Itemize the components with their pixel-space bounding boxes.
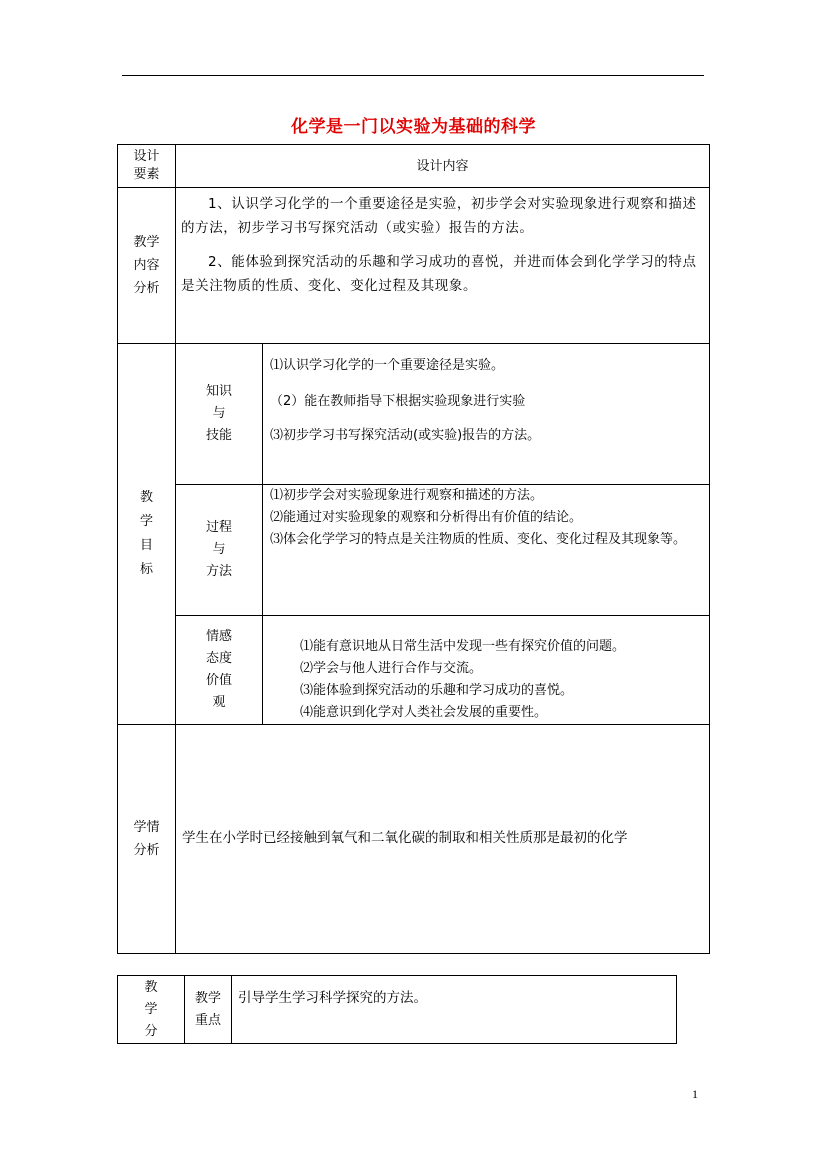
content-analysis-para-1: 1、认识学习化学的一个重要途径是实验，初步学会对实验现象进行观察和描述的方法，初步学习书写探究活动（或实验）报告的方法。 [181,196,697,236]
label-line: 态度 [205,651,232,666]
objectives-label [118,344,175,724]
header-design-content [176,145,709,187]
label-line: 教 [139,490,153,505]
label-line: 分析 [133,843,160,858]
emotion-item-3: ⑶能体验到探究活动的乐趣和学习成功的喜悦。 [300,683,574,698]
label-line: 价值 [205,673,232,688]
label-line: 分 [144,1023,158,1039]
content-analysis-label [118,188,175,343]
key-point-text: 引导学生学习科学探究的方法。 [238,990,427,1006]
content-analysis-para-2: 2、能体验到探究活动的乐趣和学习成功的喜悦，并进而体会到化学学习的特点是关注物质的性质、变化、变化过程及其现象。 [181,254,697,294]
label-line: 重点 [194,1012,221,1028]
label-line: 分析 [133,281,160,296]
emotion-item-1: ⑴能有意识地从日常生活中发现一些有探究价值的问题。 [300,639,626,654]
process-item-3: ⑶体会化学学习的特点是关注物质的性质、变化、变化过程及其现象等。 [270,532,687,547]
emotion-label [176,616,262,724]
knowledge-item-1: ⑴认识学习化学的一个重要途径是实验。 [270,358,505,373]
label-line: 教学 [194,990,221,1006]
label-line: 过程 [205,520,232,535]
header-design-element [118,145,175,187]
label-line: 知识 [205,384,232,399]
emotion-items [300,636,705,724]
content-analysis-body [181,192,704,298]
knowledge-label [176,344,262,484]
knowledge-item-3: ⑶初步学习书写探究活动(或实验)报告的方法。 [270,428,541,443]
header-rule [122,75,704,76]
process-items [270,485,706,551]
header-col1-line1: 设计 [133,149,160,164]
label-line: 与 [212,542,226,557]
key-point-label [185,976,231,1043]
label-line: 学情 [133,820,160,835]
emotion-item-2: ⑵学会与他人进行合作与交流。 [300,661,483,676]
label-line: 观 [212,695,226,710]
label-line: 目 [139,538,153,553]
process-item-2: ⑵能通过对实验现象的观察和分析得出有价值的结论。 [270,510,583,525]
label-line: 内容 [133,258,160,273]
knowledge-item-2: （2）能在教师指导下根据实验现象进行实验 [270,394,526,409]
knowledge-items [270,355,705,447]
label-line: 方法 [205,564,232,579]
header-col1-line2: 要素 [133,167,160,182]
process-label [176,485,262,615]
teaching-analysis-label [118,976,184,1043]
page-number: 1 [692,1087,698,1101]
label-line: 学 [139,514,153,529]
emotion-item-4: ⑷能意识到化学对人类社会发展的重要性。 [300,705,548,720]
process-item-1: ⑴初步学会对实验现象进行观察和描述的方法。 [270,488,544,503]
document-title: 化学是一门以实验为基础的科学 [291,117,536,137]
label-line: 教 [144,979,158,995]
label-line: 标 [139,562,153,577]
label-line: 技能 [205,428,232,443]
label-line: 与 [212,406,226,421]
student-analysis-label [118,725,175,953]
label-line: 情感 [205,629,232,644]
student-analysis-text: 学生在小学时已经接触到氧气和二氧化碳的制取和相关性质那是最初的化学 [182,830,628,846]
label-line: 学 [144,1001,158,1017]
header-col2-text: 设计内容 [416,158,469,174]
label-line: 教学 [133,235,160,250]
